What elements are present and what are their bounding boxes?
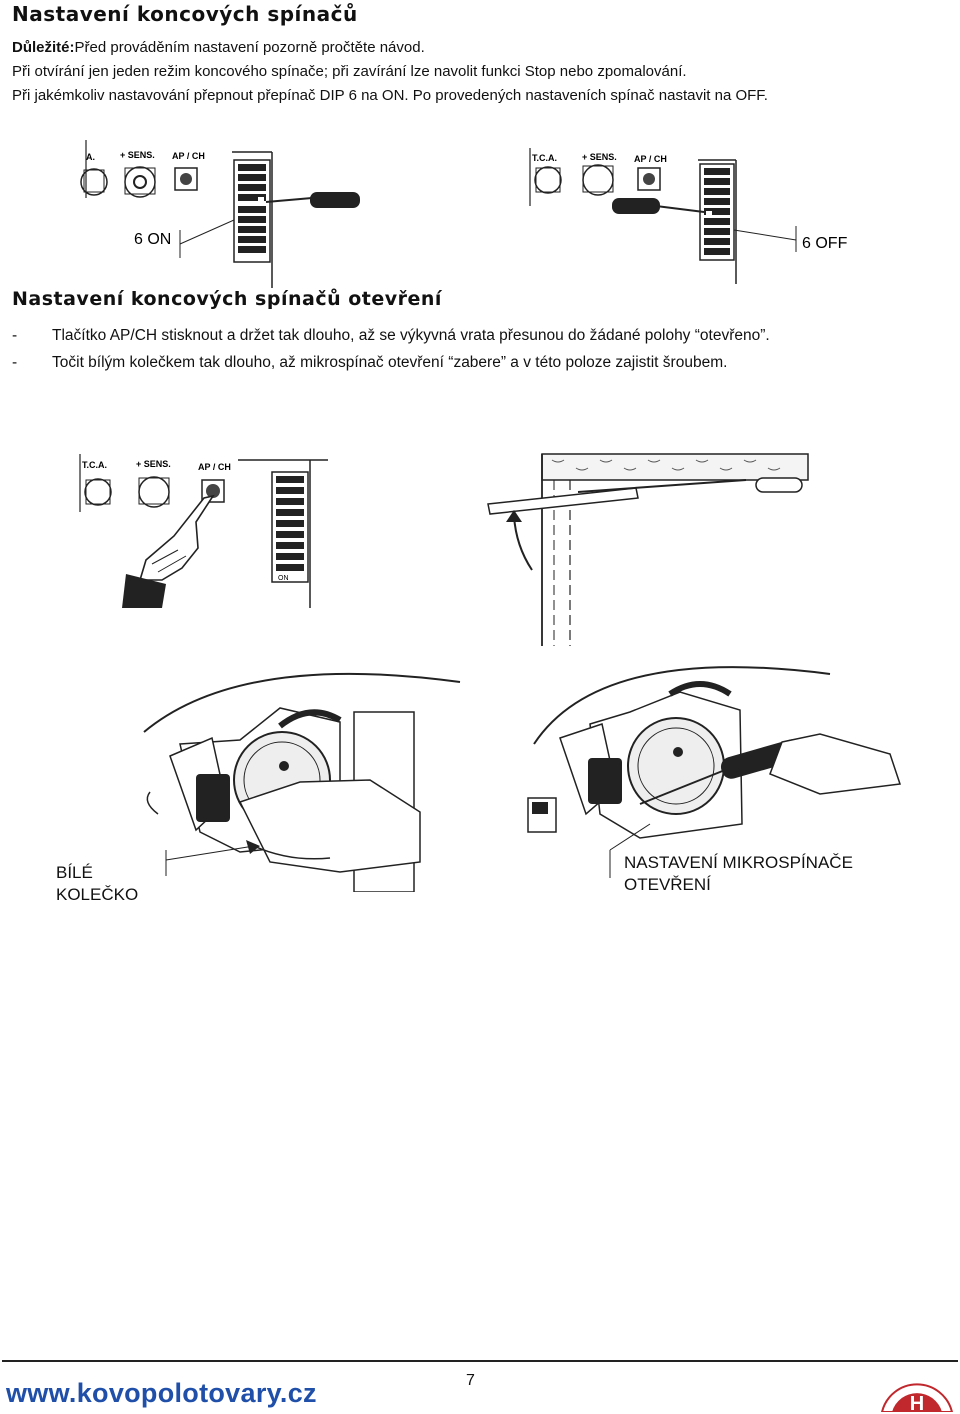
bullet: - <box>12 327 18 344</box>
board-label-sens-2: + SENS. <box>582 152 617 162</box>
apch-press-illustration <box>78 452 330 612</box>
intro-line-3: Při jakémkoliv nastavování přepnout přepínač DIP 6 na ON. Po provedených nastaveních spínač nastavit na OFF. <box>12 87 768 104</box>
white-wheel-illustration <box>40 662 470 892</box>
board-label-apch-3: AP / CH <box>198 462 231 472</box>
dip-6-off-label: 6 OFF <box>802 235 848 252</box>
footer-url[interactable]: www.kovopolotovary.cz <box>6 1378 317 1408</box>
list-item <box>12 349 952 376</box>
intro-text <box>12 36 768 108</box>
callout-white-wheel-line-1: BÍLÉ <box>56 863 93 882</box>
page-title: Nastavení koncových spínačů <box>12 2 358 26</box>
board-label-sens: + SENS. <box>120 150 155 160</box>
step-list <box>12 322 952 376</box>
callout-microswitch-line-2: OTEVŘENÍ <box>624 875 711 894</box>
important-label: Důležité: <box>12 39 75 56</box>
board-label-tca: T.C.A. <box>532 153 558 163</box>
dip-6-on-label: 6 ON <box>134 231 172 248</box>
footer-divider <box>2 1360 958 1362</box>
board-label-apch-2: AP / CH <box>634 154 667 164</box>
page-number: 7 <box>466 1372 475 1389</box>
microswitch-adjust-illustration <box>520 654 910 884</box>
dip-on-illustration <box>80 140 390 290</box>
board-label-tca-short: A. <box>86 152 95 162</box>
intro-important <box>12 36 768 60</box>
important-text: Před prováděním nastavení pozorně pročtěte návod. <box>74 39 425 56</box>
step-text: Točit bílým kolečkem tak dlouho, až mikrospínač otevření “zabere” a v této poloze zajistit šroubem. <box>52 354 728 371</box>
company-logo <box>880 1362 954 1412</box>
bullet: - <box>12 354 18 371</box>
callout-white-wheel-line-2: KOLEČKO <box>56 885 139 904</box>
callout-microswitch <box>624 852 853 896</box>
board-label-apch: AP / CH <box>172 151 205 161</box>
step-text: Tlačítko AP/CH stisknout a držet tak dlouho, až se výkyvná vrata přesunou do žádané polohy “otevřeno”. <box>52 327 770 344</box>
dip-off-illustration <box>528 148 868 286</box>
board-label-tca-3: T.C.A. <box>82 460 108 470</box>
logo-letter: H <box>909 1393 925 1412</box>
intro-line-2: Při otvírání jen jeden režim koncového spínače; při zavírání lze navolit funkci Stop nebo zpomalování. <box>12 63 687 80</box>
list-item <box>12 322 952 349</box>
dip-on-mark: ON <box>278 575 289 582</box>
callout-microswitch-line-1: NASTAVENÍ MIKROSPÍNAČE <box>624 853 853 872</box>
callout-white-wheel <box>56 862 138 906</box>
board-label-sens-3: + SENS. <box>136 459 171 469</box>
section-title: Nastavení koncových spínačů otevření <box>12 288 442 310</box>
gate-open-diagram <box>486 450 810 646</box>
